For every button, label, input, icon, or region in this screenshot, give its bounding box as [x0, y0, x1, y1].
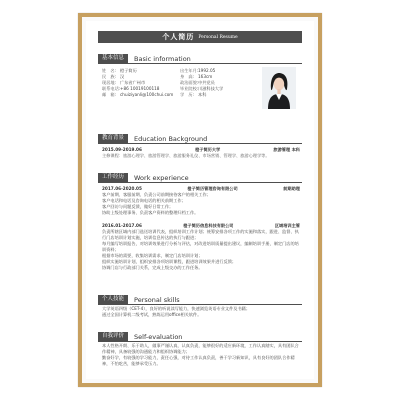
work-period: 2017.06-2020.05: [102, 186, 142, 191]
info-row: 出生年月: 1992.05: [180, 68, 216, 73]
work-bullet: 根据市场的需要，收集培训需求，制定门店培训计划；: [102, 253, 203, 258]
section-title-en: Work experience: [134, 173, 189, 182]
work-bullet: 负责所辖区域内部门选送培训代表，组织培训工作计划；统筹安排各项工作的实施和落实，跟进、监督、执行门店培训计划实施，培训信息传达的执行与跟进；: [102, 229, 299, 240]
section-tag: 工作经历: [98, 173, 128, 182]
education-entry: [102, 145, 300, 159]
info-row: 联系电话: +86 10019100118: [102, 86, 160, 91]
info-row: 毕业院校: 川滋科技大学: [180, 86, 224, 91]
skills-list: [102, 306, 300, 318]
basic-info-header: [98, 54, 302, 64]
section-tag: 教育背景: [98, 134, 128, 143]
work-bullet: 组织实施培训计划，组织安排各项培训课程，跟进培训效果并进行反馈；: [102, 259, 237, 264]
portrait-image: [262, 67, 296, 109]
work-bullet: 协调门店与行政部门关系，完成上级交办的工作任务。: [102, 265, 203, 270]
education-school: 橙子简历大学: [195, 147, 221, 152]
skill-line: 大学英语四级（CET-4），良好的听说读写能力，快速浏览英语专业文件及书籍；: [102, 306, 251, 311]
education-header: [98, 134, 302, 144]
skills-header: [98, 295, 302, 305]
section-tag: 自我评价: [98, 332, 128, 341]
work-company: 橙子简历管理咨询有限公司: [187, 186, 238, 191]
profile-photo: [262, 67, 296, 109]
info-row: 政治面貌: 中共党员: [180, 80, 215, 85]
work-period: 2016.01-2017.06: [102, 223, 142, 228]
education-desc: 主修课程：旅游心理学、旅游管理学、旅游服务礼仪、市场营销、管理学、旅游心理学等。: [102, 153, 270, 158]
education-period: 2015.09-2019.06: [102, 147, 142, 152]
self-eval-line: 勤奋好学，有较强的学习能力，责任心强，对待工作认真负责，善于学习新知识，具有良好的团队合作精神，不怕吃苦，能够承受压力。: [102, 355, 295, 366]
title-en: Personal Resume: [198, 34, 238, 40]
title-cn: 个人简历: [162, 33, 195, 41]
work-bullet: 客户电话和电话及咨询电话的相关前期工作；: [102, 198, 186, 203]
resume-frame: [78, 13, 322, 387]
section-tag: 个人技能: [98, 295, 128, 304]
info-row: 学 历: 本科: [180, 92, 207, 97]
work-bullet: 每月编写培训报告，对培训效果进行分析与评估，对改进培训质量提出建议，编制培训手册，制定门店的培训资料；: [102, 241, 299, 252]
work-bullet: 客户回访与问题反馈，做好日常工作；: [102, 204, 174, 209]
work-entry-2: [102, 221, 300, 271]
work-entry-1: [102, 184, 300, 216]
work-header: [98, 173, 302, 183]
info-row: 民 族: 汉: [102, 74, 125, 79]
info-row: 现居地: 广东省广州市: [102, 80, 146, 85]
work-bullet: 客户前期、客服前期、负责公司前期接待客户的相关工作；: [102, 192, 211, 197]
self-eval-text: [102, 343, 300, 367]
skill-line: 通过全国计算机二级考试，熟练运用office相关软件。: [102, 312, 202, 317]
work-bullet: 协助上级处理事务、负责客户资料的整理归档工作。: [102, 210, 199, 215]
section-title-en: Basic information: [134, 54, 191, 63]
education-major: 旅游管理 本科: [273, 147, 300, 152]
section-title-en: Education Background: [134, 134, 208, 143]
self-eval-line: 本人性格开朗、乐于助人，做事严谨认真，认真负责，能够很好的适应新环境，工作认真踏实，具有团队合作精神，具备较强的沟通能力和组织协调能力；: [102, 343, 299, 354]
section-tag: 基本信息: [98, 54, 128, 63]
self-eval-header: [98, 332, 302, 342]
work-role: 前期助理: [283, 186, 300, 191]
work-role: 区域培训主管: [274, 223, 300, 228]
resume-title-bar: [98, 31, 302, 43]
info-row: 姓 名: 橙子简历: [102, 68, 137, 73]
resume-paper: [86, 21, 314, 379]
work-company: 橙子简历信息科技有限公司: [183, 223, 234, 228]
info-row: 身 高: 163cm: [180, 74, 213, 79]
section-title-en: Personal skills: [134, 295, 180, 304]
section-title-en: Self-evaluation: [134, 332, 183, 341]
info-row: 邮 箱: chuiziyanli@100chui.com: [102, 92, 174, 97]
basic-info-grid: [102, 68, 254, 98]
